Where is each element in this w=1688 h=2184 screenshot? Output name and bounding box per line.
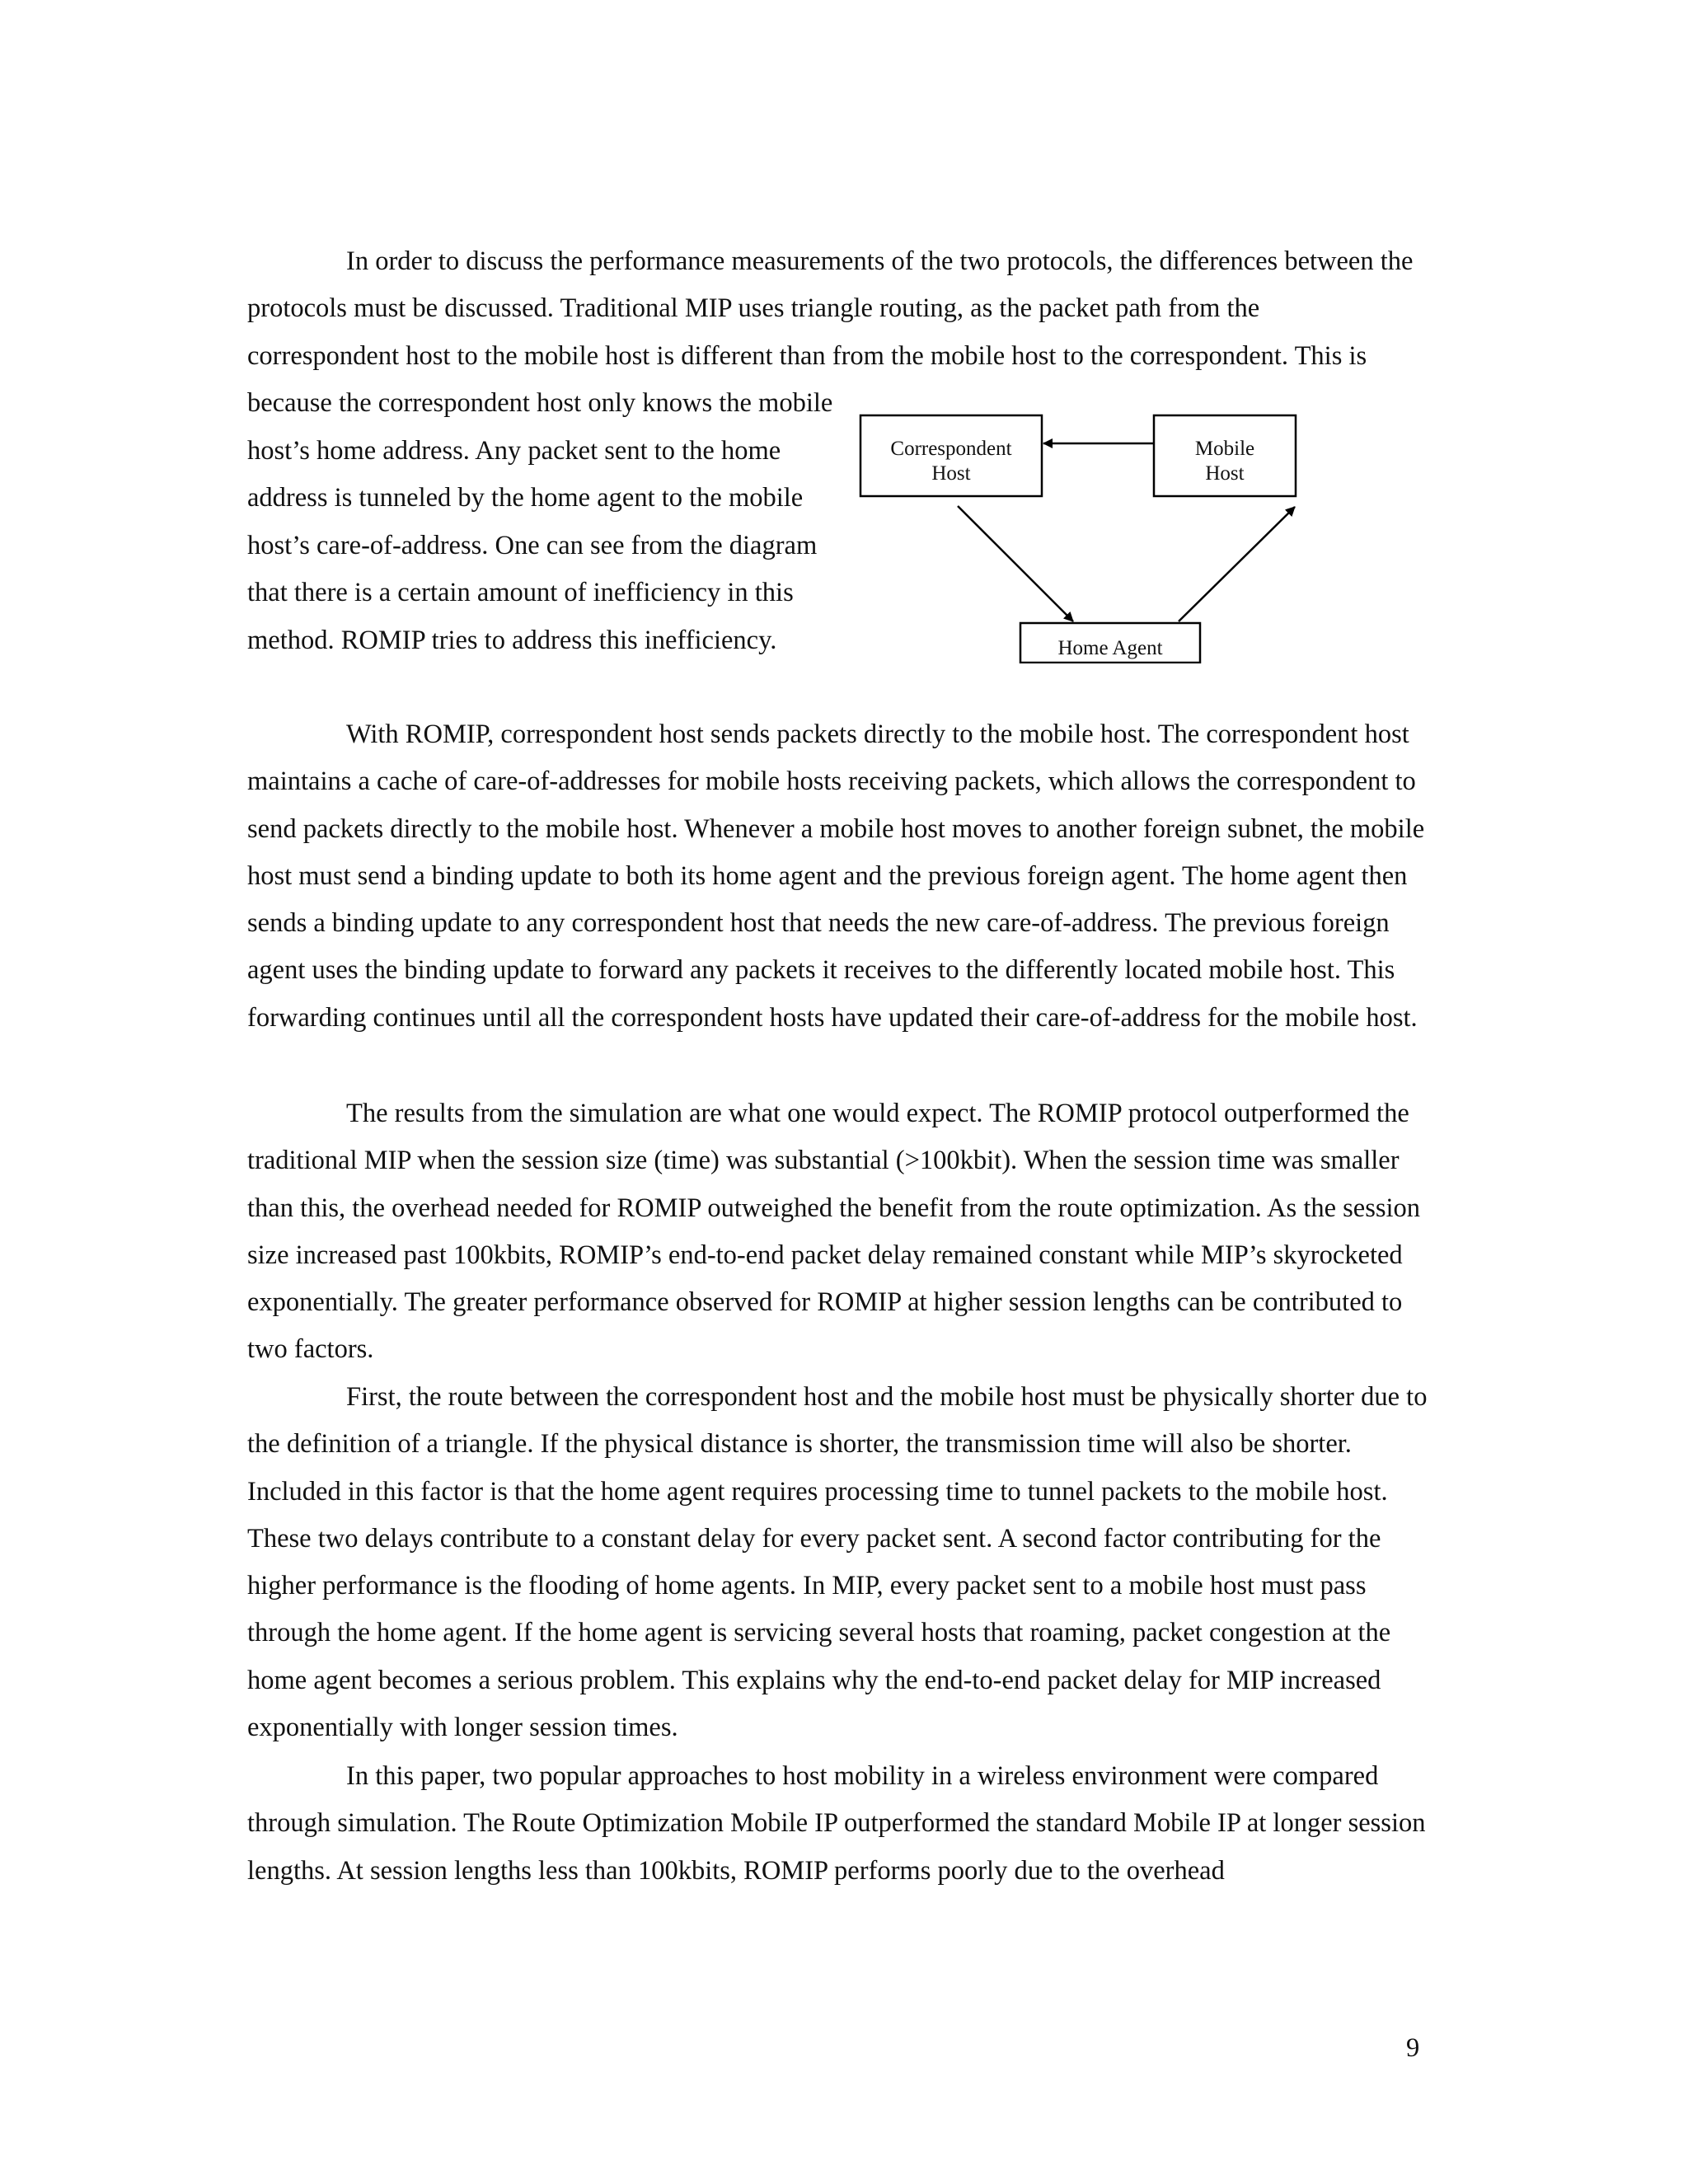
arrow-home-agent-to-mobile xyxy=(1179,507,1295,621)
mobile-label-line1: Mobile xyxy=(1194,438,1255,460)
paragraph-simulation-results: The results from the simulation are what one would expect. The ROMIP protocol outperformed the traditional MIP when the session size (time) was substantial (>100kbit). When the session time was smaller than this, the overhead needed for ROMIP outweighed the benefit from the route optimization. As the session size increased past 100kbits, ROMIP’s end-to-end packet delay remained constant while MIP’s skyrocketed exponentially. The greater performance observed for ROMIP at higher session lengths can be contributed to two factors. xyxy=(247,1099,1421,1365)
correspondent-label-line1: Correspondent xyxy=(890,438,1012,460)
paragraph-triangle-routing-intro: In order to discuss the performance measurements of the two protocols, the differences between the protocols must be discussed. Traditional MIP uses triangle routing, as the packet path from the correspondent host to the mobile host is different than from the mobile host to the correspondent. This is xyxy=(247,246,1414,371)
correspondent-host-label xyxy=(860,437,1042,486)
triangle-routing-diagram xyxy=(857,412,1319,663)
mobile-host-label xyxy=(1154,437,1296,486)
correspondent-label-line2: Host xyxy=(931,462,971,485)
mobile-label-line2: Host xyxy=(1205,462,1245,485)
paragraph-triangle-routing-wrap: because the correspondent host only knows the mobile host’s home address. Any packet sent to the home address is tunneled by the home agent to the mobile host’s care-of-address. One can see from the diagram that there is a certain amount of inefficiency in this method. ROMIP tries to address this inefficiency. xyxy=(247,388,833,655)
paragraph-romip-description: With ROMIP, correspondent host sends packets directly to the mobile host. The correspondent host maintains a cache of care-of-addresses for mobile hosts receiving packets, which allows the correspondent to send packets directly to the mobile host. Whenever a mobile host moves to another foreign subnet, the mobile host must send a binding update to both its home agent and the previous foreign agent. The home agent then sends a binding update to any correspondent host that needs the new care-of-address. The previous foreign agent uses the binding update to forward any packets it receives to the differently located mobile host. This forwarding continues until all the correspondent hosts have updated their care-of-address for the mobile host. xyxy=(247,719,1425,1033)
page-number: 9 xyxy=(1406,2033,1420,2063)
arrow-correspondent-to-home-agent xyxy=(958,506,1073,621)
paragraph-conclusion: In this paper, two popular approaches to host mobility in a wireless environment were compared through simulation. The Route Optimization Mobile IP outperformed the standard Mobile IP at longer session lengths. At session lengths less than 100kbits, ROMIP performs poorly due to the overhead xyxy=(247,1761,1426,1886)
home-agent-label: Home Agent xyxy=(1057,637,1163,659)
paragraph-performance-factors: First, the route between the correspondent host and the mobile host must be physically shorter due to the definition of a triangle. If the physical distance is shorter, the transmission time will also be shorter. Included in this factor is that the home agent requires processing time to tunnel packets to the mobile host. These two delays contribute to a constant delay for every packet sent. A second factor contributing for the higher performance is the flooding of home agents. In MIP, every packet sent to a mobile host must pass through the home agent. If the home agent is servicing several hosts that roaming, packet congestion at the home agent becomes a serious problem. This explains why the end-to-end packet delay for MIP increased exponentially with longer session times. xyxy=(247,1382,1428,1743)
